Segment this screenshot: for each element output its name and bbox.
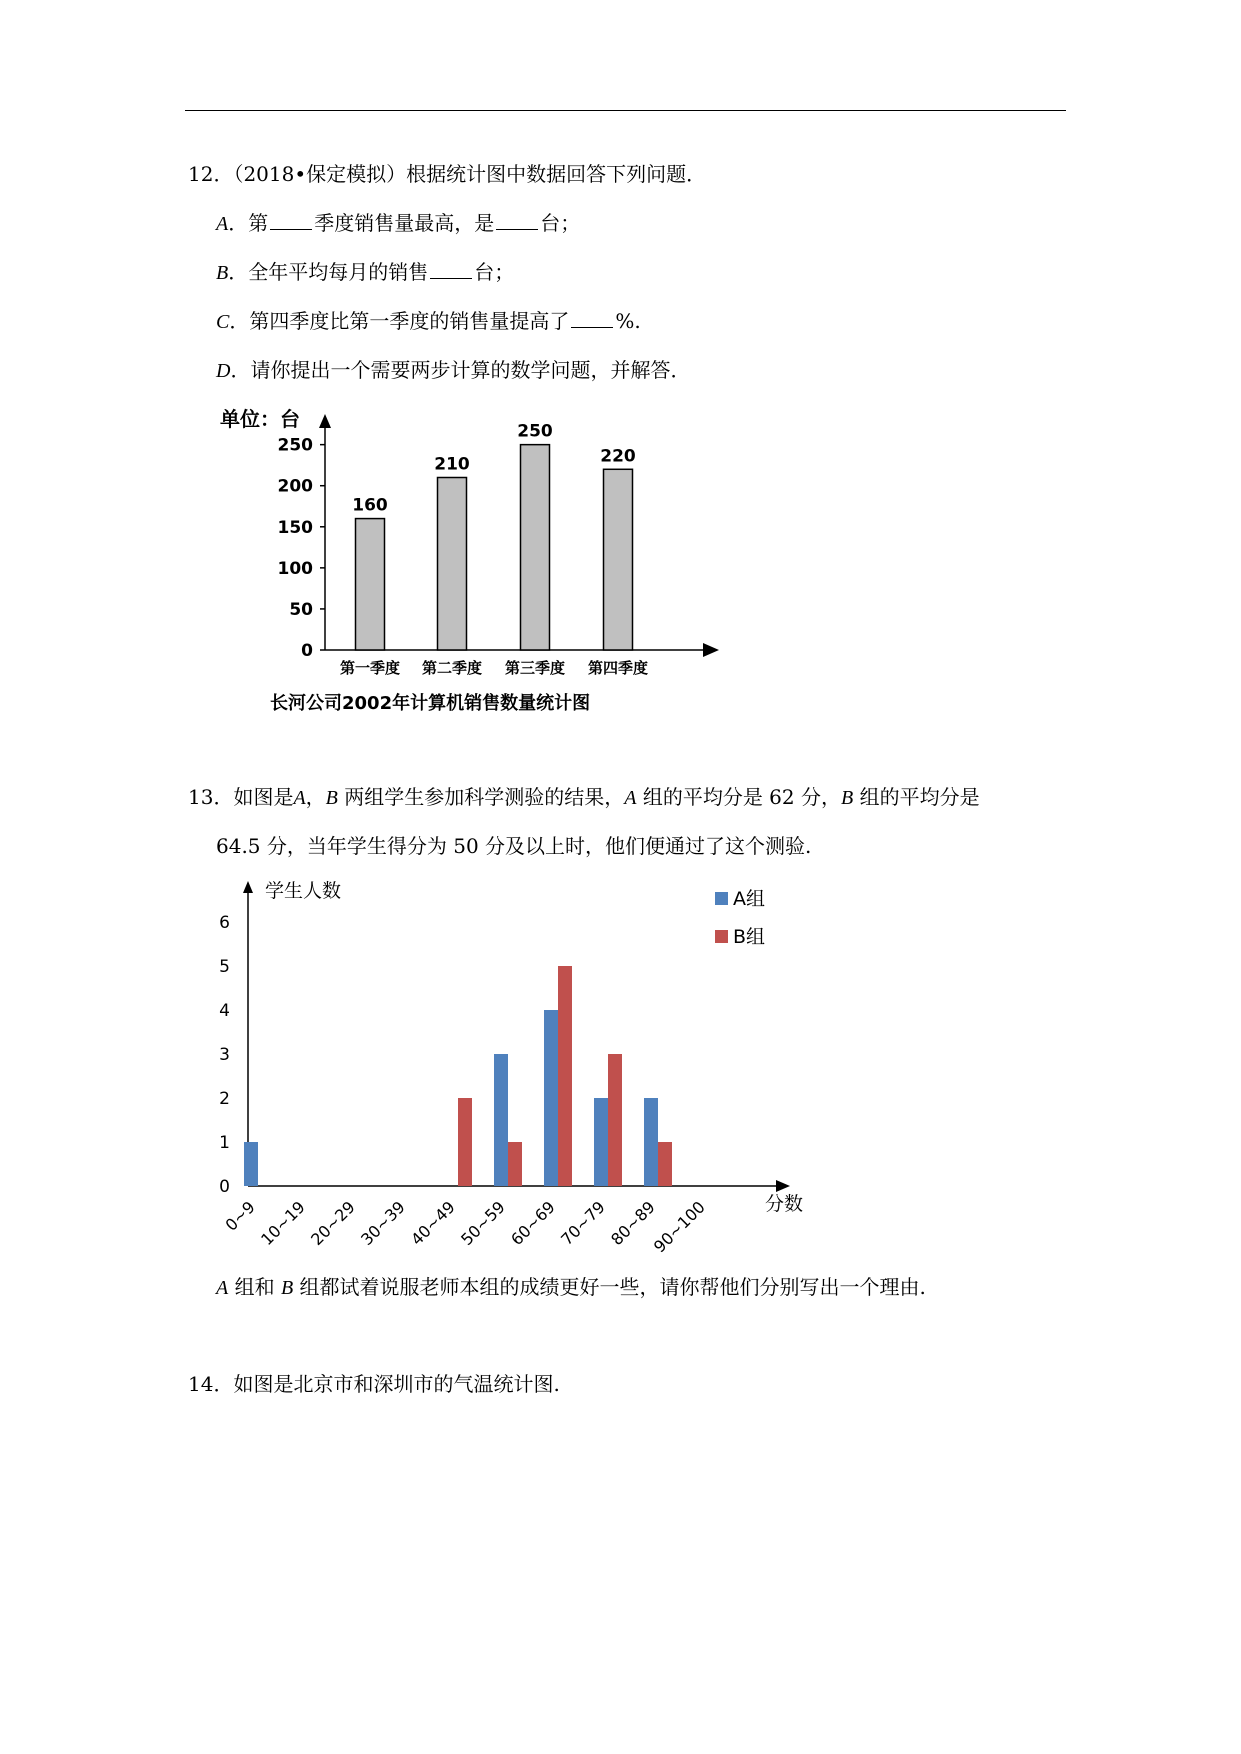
q12-a-text-3: 台； <box>540 211 581 235</box>
chart1-data-label: 160 <box>352 495 388 516</box>
q12-b-text-2: 台； <box>474 260 515 284</box>
chart1-x-tick-label: 第四季度 <box>587 659 649 677</box>
chart1-title: 长河公司2002年计算机销售数量统计图 <box>270 693 591 714</box>
chart2-bar-a <box>644 1098 658 1186</box>
legend-label-a: A组 <box>733 888 765 910</box>
q12-a-text-2: 季度销售量最高，是 <box>314 211 495 235</box>
chart1-x-tick-label: 第一季度 <box>339 659 401 677</box>
chart1-x-tick-label: 第三季度 <box>504 659 566 677</box>
chart1-y-tick-label: 250 <box>277 435 313 456</box>
q12-part-c <box>216 307 641 336</box>
chart2-bar-b <box>558 966 572 1186</box>
chart1-y-tick-label: 200 <box>277 476 313 497</box>
chart2-y-tick-label: 3 <box>219 1045 230 1065</box>
q13-line1-b: ， <box>305 785 326 809</box>
chart2-bar-b <box>458 1098 472 1186</box>
score-histogram <box>200 875 820 1270</box>
q12-c-label: C <box>216 311 230 333</box>
chart2-x-tick-label: 30~39 <box>357 1197 409 1250</box>
chart1-data-label: 210 <box>434 454 470 475</box>
q12-part-a <box>216 209 580 238</box>
chart1-bar <box>604 469 633 650</box>
q12-a-text-1: ．第 <box>228 211 269 235</box>
chart2-x-tick-label: 80~89 <box>607 1197 659 1250</box>
q13-line2: 64.5 分，当年学生得分为 50 分及以上时，他们便通过了这个测验. <box>216 834 812 858</box>
q13-after-1: 组和 <box>228 1275 281 1299</box>
chart2-bar-a <box>244 1142 258 1186</box>
chart2-bar-b <box>608 1054 622 1186</box>
q13-line1-a: 13．如图是 <box>188 785 294 809</box>
q13-after-a: A <box>216 1277 229 1299</box>
chart2-x-tick-label: 70~79 <box>557 1197 609 1250</box>
sales-bar-chart <box>215 400 735 725</box>
chart1-bar <box>521 445 550 650</box>
answer-blank[interactable] <box>430 260 472 279</box>
chart2-y-tick-label: 1 <box>219 1133 230 1153</box>
chart1-unit-label: 单位：台 <box>220 407 300 431</box>
q13-b-2: B <box>841 787 854 809</box>
q13-follow-up <box>216 1273 926 1302</box>
q12-part-b <box>216 258 514 287</box>
chart2-y-tick-label: 6 <box>219 913 230 933</box>
answer-blank[interactable] <box>496 211 538 230</box>
q13-b: B <box>325 787 338 809</box>
chart1-x-tick-label: 第二季度 <box>421 659 483 677</box>
chart2-y-tick-label: 0 <box>219 1177 230 1197</box>
legend-swatch-a <box>715 892 728 905</box>
chart2-y-arrow <box>243 881 253 893</box>
q12-c-text-2: %. <box>615 309 641 333</box>
chart2-bar-a <box>494 1054 508 1186</box>
chart2-x-tick-label: 60~69 <box>507 1197 559 1250</box>
q12-b-text-1: ．全年平均每月的销售 <box>228 260 429 284</box>
chart1-y-tick-label: 100 <box>277 558 313 579</box>
q13-a: A <box>293 787 306 809</box>
q12-b-label: B <box>216 262 229 284</box>
chart2-x-label: 分数 <box>765 1193 804 1215</box>
chart1-bar <box>356 519 385 650</box>
legend-label-b: B组 <box>733 926 766 948</box>
chart2-x-tick-label: 50~59 <box>457 1197 509 1250</box>
q14-stem: 14．如图是北京市和深圳市的气温统计图. <box>188 1372 560 1396</box>
chart1-x-arrow <box>703 643 719 657</box>
q13-a-2: A <box>624 787 637 809</box>
chart1-bar <box>438 478 467 651</box>
q12-stem: 12．（2018•保定模拟）根据统计图中数据回答下列问题． <box>188 162 707 186</box>
q12-d-label: D <box>216 360 231 382</box>
q13-after-2: 组都试着说服老师本组的成绩更好一些，请你帮他们分别写出一个理由. <box>293 1275 926 1299</box>
chart2-bar-b <box>658 1142 672 1186</box>
chart2-bar-a <box>594 1098 608 1186</box>
q12-a-label: A <box>216 213 229 235</box>
q13-line1 <box>188 783 980 812</box>
chart2-bar-a <box>544 1010 558 1186</box>
chart2-legend <box>715 888 765 948</box>
chart2-x-tick-label: 10~19 <box>257 1197 309 1250</box>
chart1-y-arrow <box>319 414 331 428</box>
chart2-x-tick-label: 40~49 <box>407 1197 459 1250</box>
chart2-y-tick-label: 5 <box>219 957 230 977</box>
chart1-y-tick-label: 150 <box>277 517 313 538</box>
chart1-y-tick-label: 50 <box>289 599 313 620</box>
answer-blank[interactable] <box>571 309 613 328</box>
chart2-x-arrow <box>776 1180 790 1192</box>
chart2-y-label: 学生人数 <box>265 880 342 902</box>
chart2-bar-b <box>508 1142 522 1186</box>
chart1-y-tick-label: 0 <box>301 641 313 661</box>
chart2-x-tick-label: 0~9 <box>221 1197 259 1235</box>
q13-after-b: B <box>280 1277 294 1299</box>
chart2-x-tick-label: 90~100 <box>649 1197 709 1257</box>
legend-swatch-b <box>715 930 728 943</box>
answer-blank[interactable] <box>270 211 312 230</box>
q12-part-d <box>216 356 690 385</box>
header-rule <box>185 110 1066 111</box>
chart2-x-tick-label: 20~29 <box>307 1197 359 1250</box>
chart1-data-label: 250 <box>517 421 553 442</box>
q13-line1-c: 两组学生参加科学测验的结果， <box>337 785 625 809</box>
q12-d-text: ．请你提出一个需要两步计算的数学问题，并解答． <box>230 358 691 382</box>
q13-line1-e: 组的平均分是 <box>853 785 980 809</box>
chart2-y-tick-label: 2 <box>219 1089 230 1109</box>
chart2-y-tick-label: 4 <box>219 1001 230 1021</box>
q13-line1-d: 组的平均分是 62 分， <box>636 785 841 809</box>
q12-c-text-1: ．第四季度比第一季度的销售量提高了 <box>229 309 570 333</box>
chart1-data-label: 220 <box>600 446 636 467</box>
